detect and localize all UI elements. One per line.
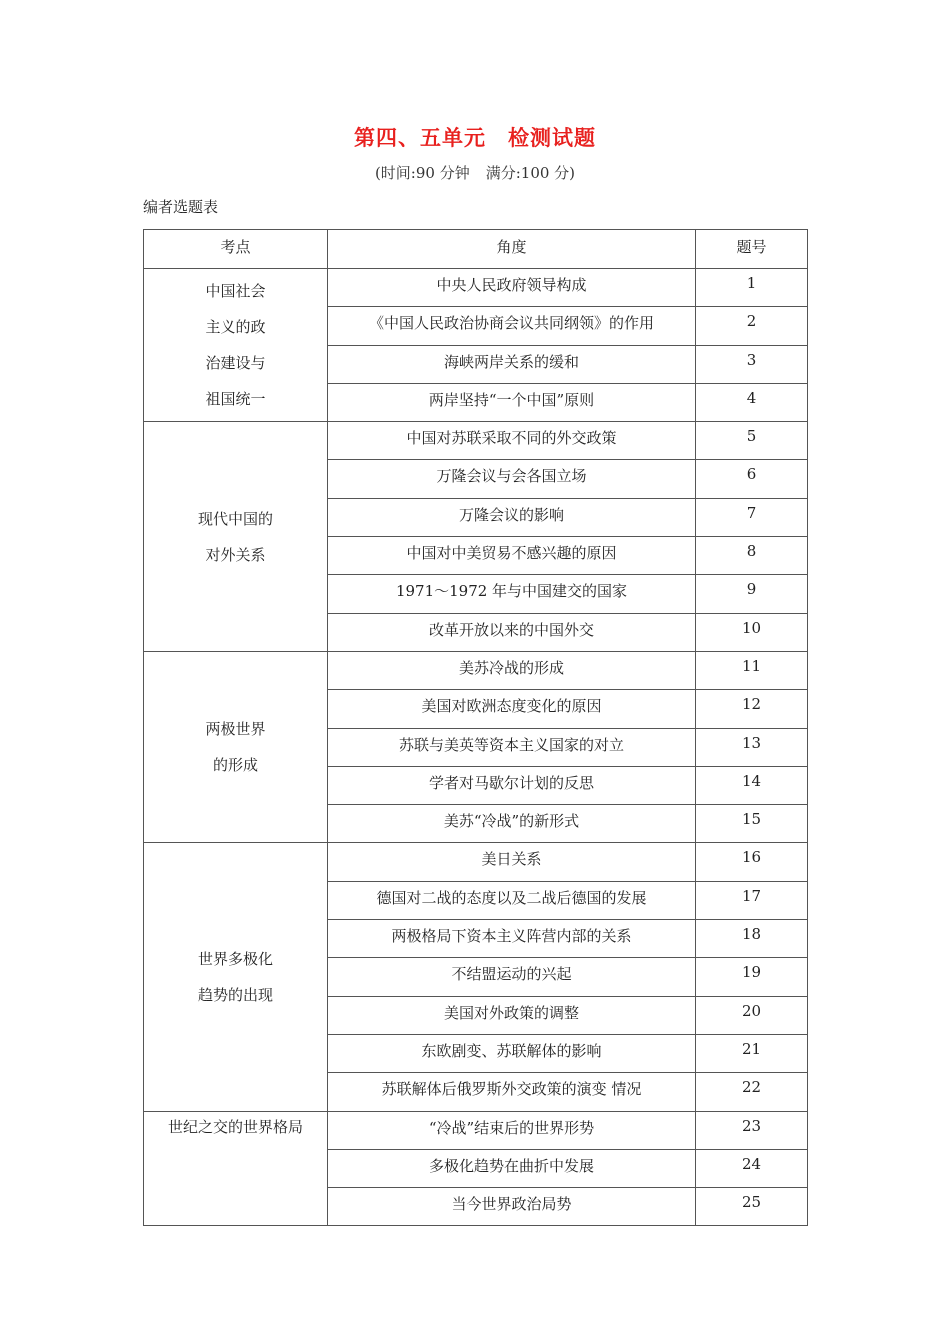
question-number-cell: 20: [696, 996, 808, 1034]
point-line: 对外关系: [205, 545, 266, 564]
question-number-cell: 10: [696, 613, 808, 651]
question-number-cell: 25: [696, 1188, 808, 1226]
point-line: 现代中国的: [197, 509, 273, 528]
angle-cell: 美国对外政策的调整: [328, 996, 696, 1034]
angle-cell: “冷战”结束后的世界形势: [328, 1111, 696, 1149]
angle-cell: 学者对马歇尔计划的反思: [328, 766, 696, 804]
question-number-cell: 11: [696, 651, 808, 689]
question-number-cell: 23: [696, 1111, 808, 1149]
exam-time: (时间:90 分钟: [374, 164, 470, 182]
angle-cell: 德国对二战的态度以及二战后德国的发展: [328, 881, 696, 919]
question-number-cell: 21: [696, 1034, 808, 1072]
table-row: [144, 1111, 808, 1149]
question-number-cell: 1: [696, 269, 808, 307]
question-number-cell: 15: [696, 805, 808, 843]
point-line: 趋势的出现: [197, 985, 273, 1004]
angle-cell: 改革开放以来的中国外交: [328, 613, 696, 651]
angle-cell: 两极格局下资本主义阵营内部的关系: [328, 920, 696, 958]
table-header-row: [144, 230, 808, 269]
angle-cell: 美苏“冷战”的新形式: [328, 805, 696, 843]
point-line: 中国社会: [205, 282, 266, 301]
question-number-cell: 7: [696, 498, 808, 536]
exam-info: [0, 162, 950, 183]
table-row: [144, 843, 808, 881]
point-cell: [144, 422, 328, 652]
title-test: 检测试题: [508, 126, 596, 150]
angle-cell: 万隆会议的影响: [328, 498, 696, 536]
table-body: [144, 230, 808, 1226]
point-cell: [144, 651, 328, 842]
table-caption: 编者选题表: [143, 198, 219, 216]
angle-cell: 《中国人民政治协商会议共同纲领》的作用: [328, 307, 696, 345]
question-number-cell: 5: [696, 422, 808, 460]
question-number-cell: 14: [696, 766, 808, 804]
angle-cell: 美苏冷战的形成: [328, 651, 696, 689]
angle-cell: 东欧剧变、苏联解体的影响: [328, 1034, 696, 1072]
question-number-cell: 17: [696, 881, 808, 919]
angle-cell: 多极化趋势在曲折中发展: [328, 1149, 696, 1187]
question-number-cell: 4: [696, 383, 808, 421]
point-cell: [144, 269, 328, 422]
question-selection-table: [143, 229, 808, 1226]
question-number-cell: 6: [696, 460, 808, 498]
angle-cell: 1971～1972 年与中国建交的国家: [328, 575, 696, 613]
question-number-cell: 8: [696, 537, 808, 575]
point-line: 两极世界: [205, 720, 266, 739]
point-line: 世纪之交的世界格局: [167, 1117, 303, 1136]
question-number-cell: 3: [696, 345, 808, 383]
point-line: 世界多极化: [197, 949, 273, 968]
point-line: 的形成: [212, 756, 258, 775]
angle-cell: 两岸坚持“一个中国”原则: [328, 383, 696, 421]
exam-score: 满分:100 分): [485, 164, 576, 182]
title-unit: 第四、五单元: [354, 126, 486, 150]
angle-cell: 苏联与美英等资本主义国家的对立: [328, 728, 696, 766]
table-row: [144, 269, 808, 307]
point-cell: [144, 843, 328, 1111]
question-number-cell: 18: [696, 920, 808, 958]
angle-cell: 当今世界政治局势: [328, 1188, 696, 1226]
angle-cell: 不结盟运动的兴起: [328, 958, 696, 996]
table-row: [144, 651, 808, 689]
angle-cell: 美国对欧洲态度变化的原因: [328, 690, 696, 728]
question-number-cell: 22: [696, 1073, 808, 1111]
angle-cell: 中央人民政府领导构成: [328, 269, 696, 307]
angle-cell: 海峡两岸关系的缓和: [328, 345, 696, 383]
angle-cell: 中国对苏联采取不同的外交政策: [328, 422, 696, 460]
question-number-cell: 12: [696, 690, 808, 728]
question-number-cell: 16: [696, 843, 808, 881]
header-angle: 角度: [328, 230, 696, 269]
question-number-cell: 19: [696, 958, 808, 996]
header-number: 题号: [696, 230, 808, 269]
angle-cell: 中国对中美贸易不感兴趣的原因: [328, 537, 696, 575]
angle-cell: 苏联解体后俄罗斯外交政策的演变 情况: [328, 1073, 696, 1111]
angle-cell: 美日关系: [328, 843, 696, 881]
header-point: 考点: [144, 230, 328, 269]
point-line: 祖国统一: [205, 390, 266, 409]
question-number-cell: 24: [696, 1149, 808, 1187]
point-line: 治建设与: [205, 354, 266, 373]
question-number-cell: 9: [696, 575, 808, 613]
point-cell: [144, 1111, 328, 1226]
question-number-cell: 13: [696, 728, 808, 766]
question-number-cell: 2: [696, 307, 808, 345]
page-title: [0, 122, 950, 152]
table-row: [144, 422, 808, 460]
angle-cell: 万隆会议与会各国立场: [328, 460, 696, 498]
point-line: 主义的政: [205, 318, 266, 337]
